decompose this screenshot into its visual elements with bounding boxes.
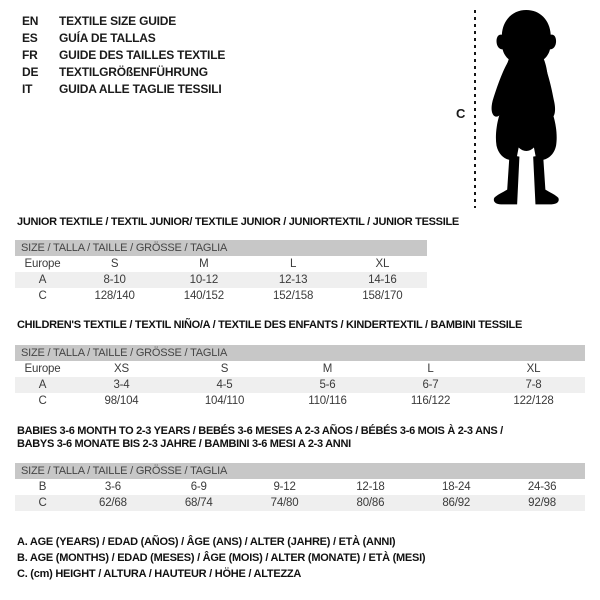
size-value-cell: XS (114, 363, 129, 375)
size-table (15, 463, 585, 511)
row-label: C (38, 290, 47, 302)
size-value-cell: 86/92 (442, 497, 471, 509)
language-code: IT (22, 81, 33, 96)
size-header-row (15, 463, 585, 479)
size-value-cell: L (427, 363, 434, 375)
size-value-cell: 24-36 (527, 481, 557, 493)
size-header-bar: SIZE / TALLA / TAILLE / GRÖSSE / TAGLIA (15, 240, 427, 256)
size-value-cell: 6-7 (422, 379, 439, 391)
size-value-cell: 3-4 (113, 379, 130, 391)
language-row (22, 46, 225, 63)
size-value-cell: 68/74 (184, 497, 213, 509)
row-label: C (38, 395, 47, 407)
section-title-line: JUNIOR TEXTILE / TEXTIL JUNIOR/ TEXTILE JUNIOR / JUNIORTEXTIL / JUNIOR TESSILE (17, 216, 459, 228)
footnote-line: A. AGE (YEARS) / EDAD (AÑOS) / ÂGE (ANS) / ALTER (JAHRE) / ETÀ (ANNI) (17, 536, 396, 548)
row-label: Europe (24, 363, 61, 375)
section-title-line: CHILDREN'S TEXTILE / TEXTIL NIÑO/A / TEXTILE DES ENFANTS / KINDERTEXTIL / BAMBINI TESSILE (17, 319, 522, 331)
language-row (22, 63, 225, 80)
table-row (15, 272, 427, 288)
size-value-cell: S (220, 363, 229, 375)
size-value-cell: 158/170 (362, 290, 403, 302)
section-title-line: BABIES 3-6 MONTH TO 2-3 YEARS / BEBÉS 3-6 MESES A 2-3 AÑOS / BÉBÉS 3-6 MOIS À 2-3 ANS / (17, 425, 503, 437)
size-value-cell: 104/110 (204, 395, 245, 407)
section-title-wrap (15, 425, 585, 451)
size-value-cell: 92/98 (528, 497, 556, 509)
table-row (15, 377, 585, 393)
section-title-wrap (15, 319, 585, 332)
size-value-cell: 62/68 (99, 497, 127, 509)
junior-textile-section (15, 216, 459, 304)
table-row (15, 393, 585, 409)
row-label: B (38, 481, 47, 493)
size-value-cell: 128/140 (94, 290, 135, 302)
row-label: A (38, 379, 47, 391)
language-code: DE (22, 64, 39, 79)
size-table (15, 240, 427, 304)
size-header-row (15, 240, 427, 256)
row-label: Europe (24, 258, 61, 270)
size-header-row (15, 345, 585, 361)
language-guide-title: TEXTILGRÖßENFÜHRUNG (59, 64, 208, 79)
section-title-wrap (15, 216, 459, 229)
size-value-cell: 9-12 (273, 481, 296, 493)
row-label: A (38, 274, 47, 286)
size-header-bar: SIZE / TALLA / TAILLE / GRÖSSE / TAGLIA (15, 463, 585, 479)
row-label: C (38, 497, 47, 509)
height-measure-dotted-line (474, 10, 476, 208)
size-value-cell: 74/80 (270, 497, 299, 509)
size-value-cell: 7-8 (525, 379, 542, 391)
size-value-cell: 140/152 (183, 290, 224, 302)
size-value-cell: 3-6 (104, 481, 121, 493)
language-code: ES (22, 30, 38, 45)
size-value-cell: 98/104 (104, 395, 139, 407)
size-value-cell: 10-12 (189, 274, 219, 286)
table-row (15, 495, 585, 511)
size-value-cell: 152/158 (273, 290, 314, 302)
size-value-cell: 12-18 (356, 481, 385, 493)
size-value-cell: M (322, 363, 333, 375)
children-textile-section (15, 319, 585, 409)
size-value-cell: XL (375, 258, 390, 270)
size-value-cell: 5-6 (319, 379, 336, 391)
size-value-cell: 4-5 (216, 379, 233, 391)
figure-height-label: C (456, 106, 466, 121)
baby-silhouette-icon (482, 10, 566, 208)
table-row (15, 479, 585, 495)
size-value-cell: 14-16 (368, 274, 397, 286)
language-row (22, 80, 225, 97)
size-value-cell: 18-24 (442, 481, 471, 493)
table-row (15, 361, 585, 377)
language-guide-title: TEXTILE SIZE GUIDE (59, 13, 177, 28)
size-value-cell: L (290, 258, 297, 270)
language-guide-title: GUIDE DES TAILLES TEXTILE (59, 47, 226, 62)
table-row (15, 256, 427, 272)
language-guide-title: GUIDA ALLE TAGLIE TESSILI (59, 81, 222, 96)
language-guide-title: GUÍA DE TALLAS (59, 30, 156, 45)
size-value-cell: S (110, 258, 119, 270)
language-code: EN (22, 13, 39, 28)
language-title-block (22, 12, 225, 97)
size-value-cell: 80/86 (356, 497, 385, 509)
language-row (22, 12, 225, 29)
babies-textile-section (15, 425, 585, 511)
size-value-cell: 116/122 (410, 395, 451, 407)
size-value-cell: XL (526, 363, 541, 375)
size-value-cell: 6-9 (190, 481, 207, 493)
size-value-cell: 8-10 (103, 274, 126, 286)
size-value-cell: 12-13 (278, 274, 308, 286)
footnotes-block (17, 534, 425, 582)
size-value-cell: M (199, 258, 209, 270)
size-table (15, 345, 585, 409)
section-title-line: BABYS 3-6 MONATE BIS 2-3 JAHRE / BAMBINI 3-6 MESI A 2-3 ANNI (17, 438, 351, 450)
table-row (15, 288, 427, 304)
footnote-line: B. AGE (MONTHS) / EDAD (MESES) / ÂGE (MOIS) / ALTER (MONATE) / ETÀ (MESI) (17, 552, 426, 564)
size-value-cell: 110/116 (308, 395, 347, 407)
language-row (22, 29, 225, 46)
baby-figure (452, 8, 582, 210)
size-value-cell: 122/128 (513, 395, 554, 407)
footnote-line: C. (cm) HEIGHT / ALTURA / HAUTEUR / HÖHE / ALTEZZA (17, 568, 302, 580)
language-code: FR (22, 47, 38, 62)
size-header-bar: SIZE / TALLA / TAILLE / GRÖSSE / TAGLIA (15, 345, 585, 361)
